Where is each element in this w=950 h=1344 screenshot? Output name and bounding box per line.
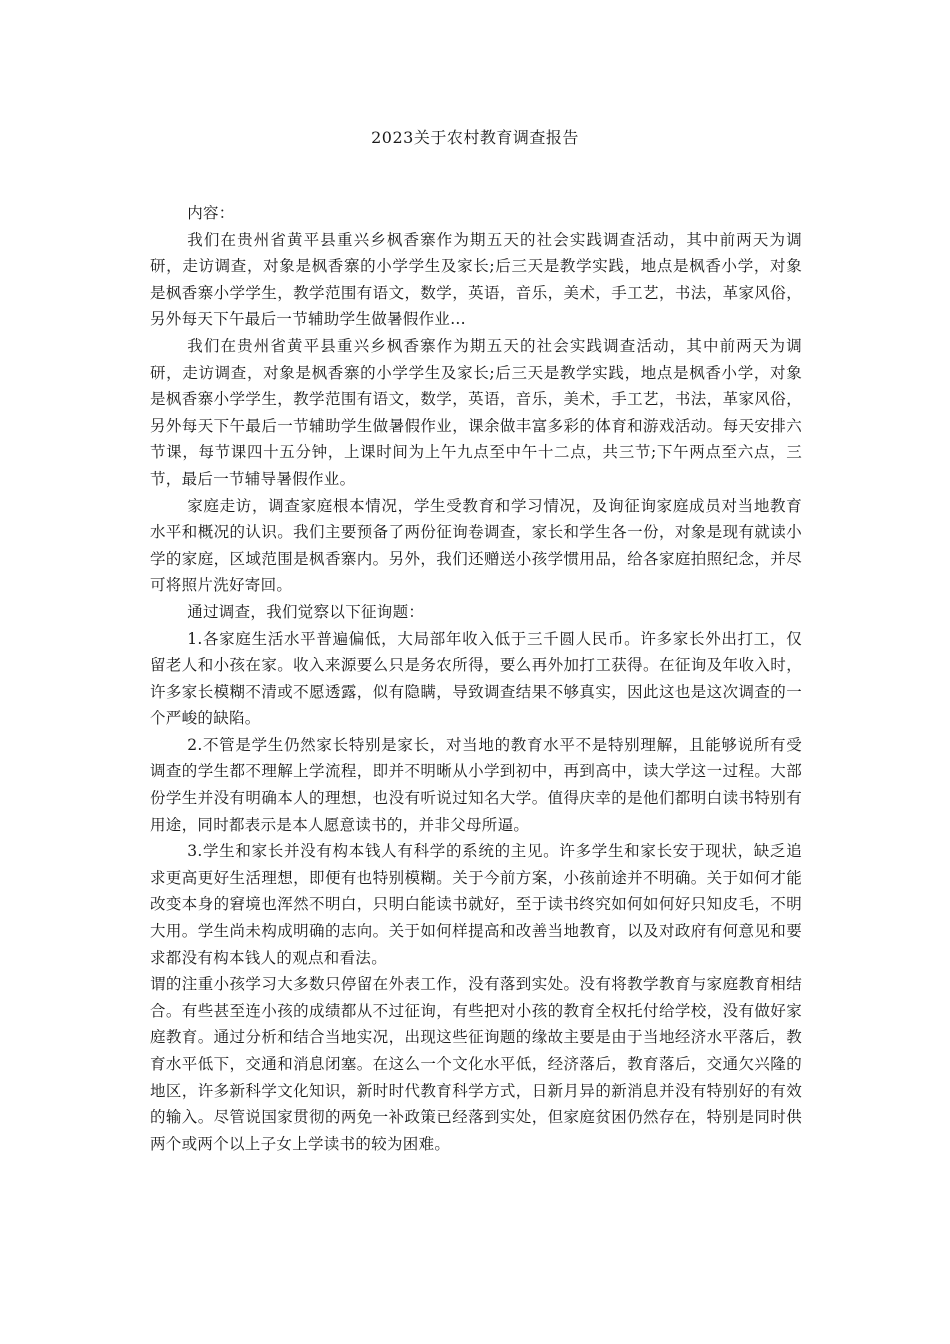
paragraph-content-label: 内容： [187, 204, 235, 222]
document-body [150, 200, 802, 1157]
document-title: 2023关于农村教育调查报告 [371, 128, 579, 147]
paragraph-family-visit: 家庭走访，调查家庭根本情况，学生受教育和学习情况，及询征询家庭成员对当地教育水平和概况的认识。我们主要预备了两份征询卷调查，家长和学生各一份，对象是现有就读小学的家庭，区域范围是枫香寨内。另外，我们还赠送小孩学惯用品，给各家庭拍照纪念，并尽可将照片洗好寄回。 [150, 496, 802, 595]
paragraph-finding-1: 1.各家庭生活水平普遍偏低，大局部年收入低于三千圆人民币。许多家长外出打工，仅留老人和小孩在家。收入来源要么只是务农所得，要么再外加打工获得。在征询及年收入时，许多家长模糊不清或不愿透露，似有隐瞒，导致调查结果不够真实，因此这也是这次调查的一个严峻的缺陷。 [150, 629, 802, 728]
paragraph-intro-full: 我们在贵州省黄平县重兴乡枫香寨作为期五天的社会实践调查活动，其中前两天为调研，走访调查，对象是枫香寨的小学学生及家长;后三天是教学实践，地点是枫香小学，对象是枫香寨小学学生，教学范围有语文，数学，英语，音乐，美术，手工艺，书法，革家风俗，另外每天下午最后一节辅助学生做暑假作业，课余做丰富多彩的体育和游戏活动。每天安排六节课，每节课四十五分钟，上课时间为上午九点至中午十二点，共三节;下午两点至六点，三节，最后一节辅导暑假作业。 [150, 336, 802, 488]
paragraph-finding-3: 3.学生和家长并没有构本钱人有科学的系统的主见。许多学生和家长安于现状，缺乏追求更高更好生活理想，即便有也特别模糊。关于今前方案，小孩前途并不明确。关于如何才能改变本身的窘境也浑然不明白，只明白能读书就好，至于读书终究如何如何好只知皮毛，不明大用。学生尚未构成明确的志向。关于如何样提高和改善当地教育，以及对政府有何意见和要求都没有构本钱人的观点和看法。 [150, 842, 802, 967]
paragraph-findings-intro: 通过调查，我们觉察以下征询题： [187, 602, 425, 621]
paragraph-finding-2: 2.不管是学生仍然家长特别是家长，对当地的教育水平不是特别理解，且能够说所有受调查的学生都不理解上学流程，即并不明晰从小学到初中，再到高中，读大学这一过程。大部份学生并没有明确本人的理想，也没有听说过知名大学。值得庆幸的是他们都明白读书特别有用途，同时都表示是本人愿意读书的，并非父母所逼。 [150, 735, 802, 834]
paragraph-intro-summary: 我们在贵州省黄平县重兴乡枫香寨作为期五天的社会实践调查活动，其中前两天为调研，走访调查，对象是枫香寨的小学学生及家长;后三天是教学实践，地点是枫香小学，对象是枫香寨小学学生，教学范围有语文，数学，英语，音乐，美术，手工艺，书法，革家风俗，另外每天下午最后一节辅助学生做暑假作业... [150, 230, 802, 329]
paragraph-analysis: 谓的注重小孩学习大多数只停留在外表工作，没有落到实处。没有将教学教育与家庭教育相结合。有些甚至连小孩的成绩都从不过征询，有些把对小孩的教育全权托付给学校，没有做好家庭教育。通过分析和结合当地实况，出现这些征询题的缘故主要是由于当地经济水平落后，教育水平低下，交通和消息闭塞。在这么一个文化水平低，经济落后，教育落后，交通欠兴隆的地区，许多新科学文化知识，新时时代教育科学方式，日新月异的新消息并没有特别好的有效的输入。尽管说国家贯彻的两免一补政策已经落到实处，但家庭贫困仍然存在，特别是同时供两个或两个以上子女上学读书的较为困难。 [150, 975, 802, 1153]
